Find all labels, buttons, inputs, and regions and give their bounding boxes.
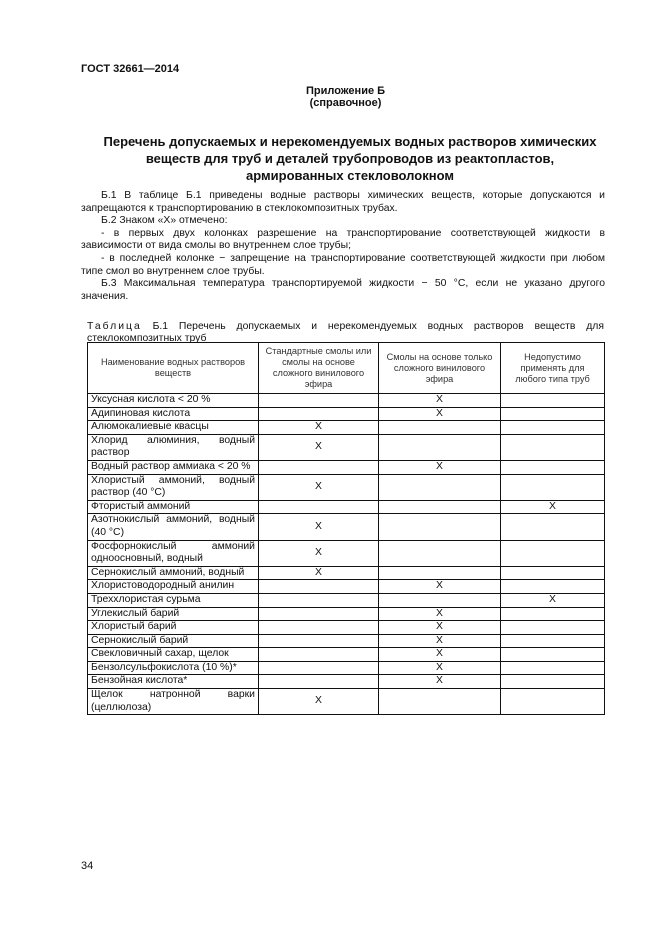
mark-cell: Х — [379, 621, 501, 635]
mark-cell: Х — [379, 394, 501, 408]
mark-cell: Х — [259, 434, 379, 460]
table-row — [88, 661, 605, 675]
substance-name: Треххлористая сурьма — [88, 593, 259, 607]
mark-cell — [379, 434, 501, 460]
substance-name: Азотнокислый аммоний, водный (40 °С) — [88, 514, 259, 540]
mark-cell — [501, 460, 605, 474]
mark-cell — [501, 540, 605, 566]
table-row — [88, 460, 605, 474]
document-title — [60, 133, 640, 184]
mark-cell — [501, 648, 605, 662]
chemicals-table — [87, 342, 605, 715]
table-row — [88, 580, 605, 594]
table-row — [88, 621, 605, 635]
table-header-row — [88, 343, 605, 394]
mark-cell: Х — [379, 634, 501, 648]
mark-cell — [379, 566, 501, 580]
mark-cell — [501, 689, 605, 715]
substance-name: Свекловичный сахар, щелок — [88, 648, 259, 662]
mark-cell — [501, 607, 605, 621]
mark-cell: Х — [379, 460, 501, 474]
substance-name: Фосфорнокислый аммоний одноосновный, водный — [88, 540, 259, 566]
table-row — [88, 407, 605, 421]
mark-cell — [259, 394, 379, 408]
mark-cell: Х — [379, 675, 501, 689]
table-row — [88, 675, 605, 689]
mark-cell — [259, 460, 379, 474]
mark-cell — [379, 689, 501, 715]
paragraph: Б.3 Максимальная температура транспортируемой жидкости − 50 °С, если не указано другого значения. — [81, 278, 605, 302]
mark-cell — [501, 661, 605, 675]
paragraph: Б.2 Знаком «Х» отмечено: — [101, 215, 228, 227]
substance-name: Хлористый барий — [88, 621, 259, 635]
table-row — [88, 434, 605, 460]
paragraph: - в первых двух колонках разрешение на транспортирование соответствующей жидкости в зависимости от вида смолы во внутреннем слое трубы; — [81, 227, 605, 252]
substance-name: Уксусная кислота < 20 % — [88, 394, 259, 408]
mark-cell — [501, 421, 605, 435]
column-header: Смолы на основе только сложного винилового эфира — [379, 343, 501, 394]
page-number: 34 — [81, 860, 94, 872]
table-row — [88, 394, 605, 408]
mark-cell — [259, 607, 379, 621]
mark-cell — [501, 514, 605, 540]
mark-cell — [379, 421, 501, 435]
title-line: веществ для труб и деталей трубопроводов из реактопластов, — [145, 151, 555, 166]
substance-name: Хлористоводородный анилин — [88, 580, 259, 594]
mark-cell: Х — [259, 566, 379, 580]
mark-cell — [501, 580, 605, 594]
mark-cell — [259, 675, 379, 689]
substance-name: Водный раствор аммиака < 20 % — [88, 460, 259, 474]
substance-name: Бензойная кислота* — [88, 675, 259, 689]
mark-cell — [259, 580, 379, 594]
mark-cell — [379, 514, 501, 540]
mark-cell: Х — [379, 648, 501, 662]
mark-cell — [379, 474, 501, 500]
mark-cell — [501, 434, 605, 460]
mark-cell — [501, 675, 605, 689]
column-header: Недопустимо применять для любого типа труб — [501, 343, 605, 394]
substance-name: Хлорид алюминия, водный раствор — [88, 434, 259, 460]
substance-name: Хлористый аммоний, водный раствор (40 °С) — [88, 474, 259, 500]
table-row — [88, 500, 605, 514]
table-row — [88, 689, 605, 715]
mark-cell — [259, 661, 379, 675]
mark-cell — [501, 621, 605, 635]
appendix-title: Приложение Б — [305, 85, 386, 97]
appendix-subtitle: (справочное) — [309, 97, 382, 109]
substance-name: Фтористый аммоний — [88, 500, 259, 514]
mark-cell: Х — [379, 607, 501, 621]
substance-name: Сернокислый барий — [88, 634, 259, 648]
mark-cell — [259, 634, 379, 648]
mark-cell — [259, 407, 379, 421]
mark-cell: Х — [379, 580, 501, 594]
caption-text: Б.1 Перечень допускаемых и нерекомендуемых водных растворов веществ для стеклокомпозитных труб — [87, 321, 604, 344]
mark-cell: Х — [259, 689, 379, 715]
mark-cell — [501, 566, 605, 580]
substance-name: Бензолсульфокислота (10 %)* — [88, 661, 259, 675]
mark-cell — [379, 593, 501, 607]
mark-cell — [259, 500, 379, 514]
mark-cell: Х — [379, 661, 501, 675]
paragraph: - в последней колонке − запрещение на транспортирование соответствующей жидкости при любом типе смол во внутреннем слое трубы. — [81, 252, 605, 277]
table-row — [88, 421, 605, 435]
mark-cell: Х — [379, 407, 501, 421]
mark-cell: Х — [259, 421, 379, 435]
substance-name: Сернокислый аммоний, водный — [88, 566, 259, 580]
mark-cell: Х — [259, 514, 379, 540]
table-row — [88, 474, 605, 500]
mark-cell: Х — [259, 540, 379, 566]
table-row — [88, 566, 605, 580]
column-header: Стандартные смолы или смолы на основе сложного винилового эфира — [259, 343, 379, 394]
table-row — [88, 514, 605, 540]
body-text — [81, 190, 605, 303]
paragraph: Б.1 В таблице Б.1 приведены водные растворы химических веществ, которые допускаются и запрещаются к транспортированию в стеклокомпозитных трубах. — [81, 190, 605, 214]
table-row — [88, 540, 605, 566]
standard-number: ГОСТ 32661—2014 — [81, 63, 180, 75]
mark-cell — [259, 621, 379, 635]
title-line: Перечень допускаемых и нерекомендуемых водных растворов химических — [103, 134, 597, 149]
table-row — [88, 607, 605, 621]
substance-name: Углекислый барий — [88, 607, 259, 621]
mark-cell — [501, 394, 605, 408]
mark-cell: Х — [259, 474, 379, 500]
mark-cell — [379, 500, 501, 514]
mark-cell — [379, 540, 501, 566]
title-line: армированных стекловолокном — [246, 168, 454, 183]
substance-name: Щелок натронной варки (целлюлоза) — [88, 689, 259, 715]
caption-label: Таблица — [87, 321, 142, 332]
appendix-heading — [0, 85, 661, 109]
mark-cell — [259, 593, 379, 607]
substance-name: Адипиновая кислота — [88, 407, 259, 421]
mark-cell — [501, 474, 605, 500]
mark-cell: Х — [501, 500, 605, 514]
column-header: Наименование водных растворов веществ — [88, 343, 259, 394]
table-row — [88, 593, 605, 607]
mark-cell — [501, 407, 605, 421]
table-row — [88, 634, 605, 648]
mark-cell — [501, 634, 605, 648]
mark-cell — [259, 648, 379, 662]
substance-name: Алюмокалиевые квасцы — [88, 421, 259, 435]
table-row — [88, 648, 605, 662]
mark-cell: Х — [501, 593, 605, 607]
